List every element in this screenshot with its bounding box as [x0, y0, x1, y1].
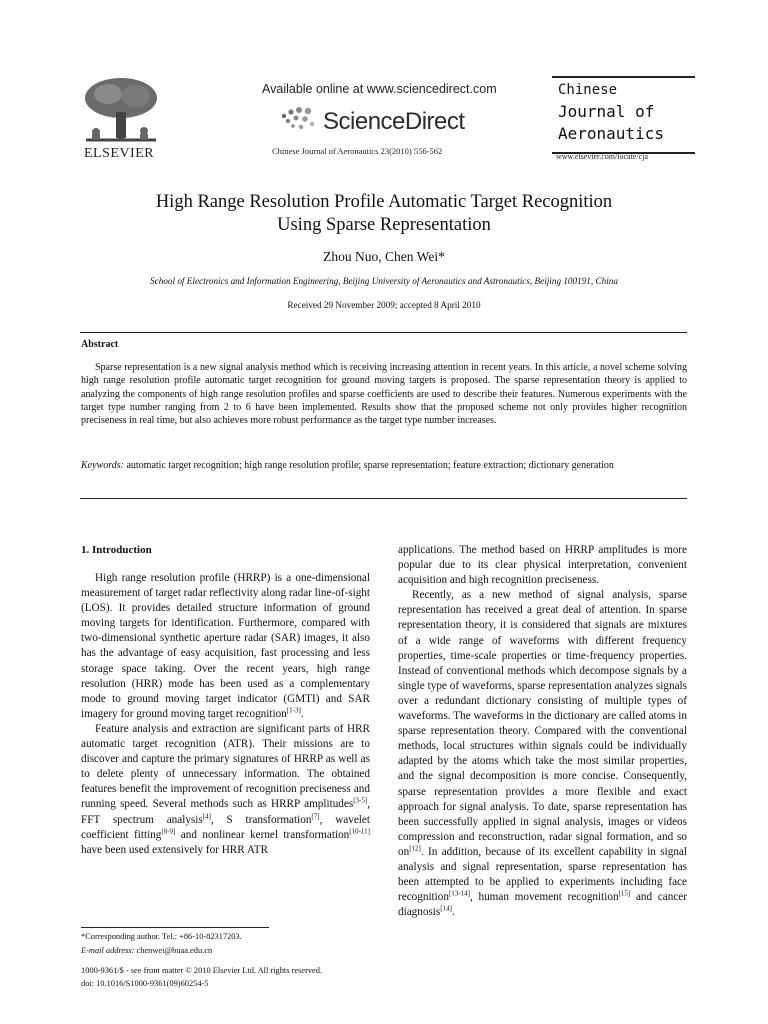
sciencedirect-availability[interactable]: Available online at www.sciencedirect.com [262, 82, 497, 96]
section-heading-introduction: 1. Introduction [81, 544, 152, 556]
paragraph-text: , FFT spectrum analysis [81, 798, 370, 826]
sciencedirect-dots-icon [278, 104, 318, 134]
email-note [81, 946, 212, 955]
paragraph-text: and cancer diagnosis [398, 891, 687, 919]
journal-name-line2: Journal of [558, 102, 655, 121]
reference-citation[interactable]: [13-14] [448, 889, 470, 898]
journal-name-line3: Aeronautics [558, 124, 664, 143]
email-address-link[interactable]: chenwei@buaa.edu.cn [134, 946, 213, 955]
sciencedirect-brand: ScienceDirect [323, 108, 465, 135]
footnote-rule [81, 927, 269, 928]
publisher-name: ELSEVIER [84, 146, 155, 161]
right-column [398, 543, 687, 920]
abstract-bottom-rule [80, 498, 687, 499]
reference-citation[interactable]: [3-5] [353, 796, 368, 805]
paragraph [398, 588, 687, 920]
reference-citation[interactable]: [7] [311, 811, 320, 820]
copyright-line: 1000-9361/$ - see front matter © 2010 Elsevier Ltd. All rights reserved. [81, 966, 323, 975]
keywords [81, 459, 687, 473]
reference-citation[interactable]: [4] [202, 811, 211, 820]
paragraph [81, 571, 370, 722]
paragraph-text: , S transformation [210, 813, 312, 826]
reference-citation[interactable]: [1-3] [286, 706, 301, 715]
reference-citation[interactable]: [8-9] [161, 826, 176, 835]
reference-citation[interactable]: [12] [409, 844, 421, 853]
paragraph-text: . [300, 707, 304, 720]
reference-citation[interactable]: [10-11] [349, 826, 370, 835]
paragraph-text: , wavelet coefficient fitting [81, 813, 370, 841]
abstract-text: Sparse representation is a new signal analysis method which is receiving increasing attention in recent years. In this article, a novel scheme solving high range resolution profile automatic target recognition for ground moving targets is proposed. The sparse representation theory is applied to analyzing the components of high range resolution profiles and sparse coefficients are used to describe their features. Numerous experiments with the target type number ranging from 2 to 6 have been implemented. Results show that the proposed scheme not only provides higher recognition preciseness in real time, but also achieves more robust performance as the target type number increases. [81, 362, 687, 427]
left-column [81, 571, 370, 858]
journal-citation: Chinese Journal of Aeronautics 23(2010) 556-562 [272, 146, 443, 156]
doi-link[interactable]: doi: 10.1016/S1000-9361(09)60254-5 [81, 979, 209, 988]
article-title-line1: High Range Resolution Profile Automatic Target Recognition [155, 192, 613, 212]
paragraph [81, 722, 370, 858]
paragraph-text: , human movement recognition [469, 891, 619, 904]
keywords-label: Keywords: [81, 460, 124, 471]
paragraph: applications. The method based on HRRP amplitudes is more popular due to its clear physical interpretation, convenient acquisition and high recognition preciseness. [398, 544, 687, 587]
keywords-text: automatic target recognition; high range resolution profile; sparse representation; feature extraction; dictionary generation [123, 460, 614, 471]
paragraph-text: High range resolution profile (HRRP) is a one-dimensional measurement of target radar reflectivity along radar line-of-sight (LOS). It provides detailed structure information of ground moving targets for identification. Furthermore, compared with two-dimensional synthetic aperture radar (SAR) images, it also has the advantage of easy acquisition, fast processing and less storage space taking. Over the recent years, high range resolution (HRR) mode has been used as a complementary mode to ground moving target indicator (GMTI) and SAR imagery for ground moving target recognition [81, 572, 370, 720]
email-label: E-mail address: [81, 946, 135, 955]
journal-url-link[interactable]: www.elsevier.com/locate/cja [556, 152, 648, 161]
article-title-line2: Using Sparse Representation [277, 215, 491, 235]
reference-citation[interactable]: [15] [618, 889, 631, 898]
received-dates: Received 29 November 2009; accepted 8 April 2010 [287, 300, 481, 310]
article-authors: Zhou Nuo, Chen Wei* [323, 249, 445, 264]
paragraph-text: Recently, as a new method of signal analysis, sparse representation has received a great deal of attention. In sparse representation theory, it is considered that signals are mixtures of a wide range of waveforms with different frequency properties, time-scale properties or time-frequency properties. Instead of conventional methods which decompose signals by a single type of waveforms, sparse representation analyzes signals over a redundant dictionary consisting of multiple types of waveforms. The waveforms in the dictionary are called atoms in sparse representation theory. Compared with the conventional methods, local structures within signals could be individually adapted by the atoms which take the most similar properties, and the signal decomposition is more concise. Consequently, sparse representation provides a more flexible and exact approach for signal analysis. To date, sparse representation has been successfully applied in signal analysis, images or videos compression and reconstruction, radar signal formation, and so on [398, 589, 687, 858]
abstract-top-rule [80, 332, 687, 333]
corresponding-author-note: *Corresponding author. Tel.: +86-10-82317203. [81, 932, 242, 941]
abstract-heading: Abstract [81, 339, 119, 350]
paragraph-text: . In addition, because of its excellent capability in signal analysis and signal representation, sparse representation has been attempted to be applied to experiments including face recognition [398, 845, 687, 904]
paragraph-text: and nonlinear kernel transformation [175, 828, 350, 841]
author-affiliation: School of Electronics and Information Engineering, Beijing University of Aeronautics and Astronautics, Beijing 100191, China [150, 276, 618, 286]
journal-masthead [552, 76, 695, 154]
journal-name-line1: Chinese [558, 82, 618, 98]
reference-citation[interactable]: [14] [440, 904, 452, 913]
paragraph-text: . [451, 906, 455, 919]
paragraph-text: Feature analysis and extraction are significant parts of HRR automatic target recognition (ATR). Their missions are to discover and capture the primary signatures of HRRP as well as to delete plenty of unnecessary information. The obtained features benefit the improvement of recognition preciseness and running speed. Several methods such as HRRP amplitudes [81, 722, 370, 811]
paragraph-text: have been used extensively for HRR ATR [81, 843, 269, 856]
